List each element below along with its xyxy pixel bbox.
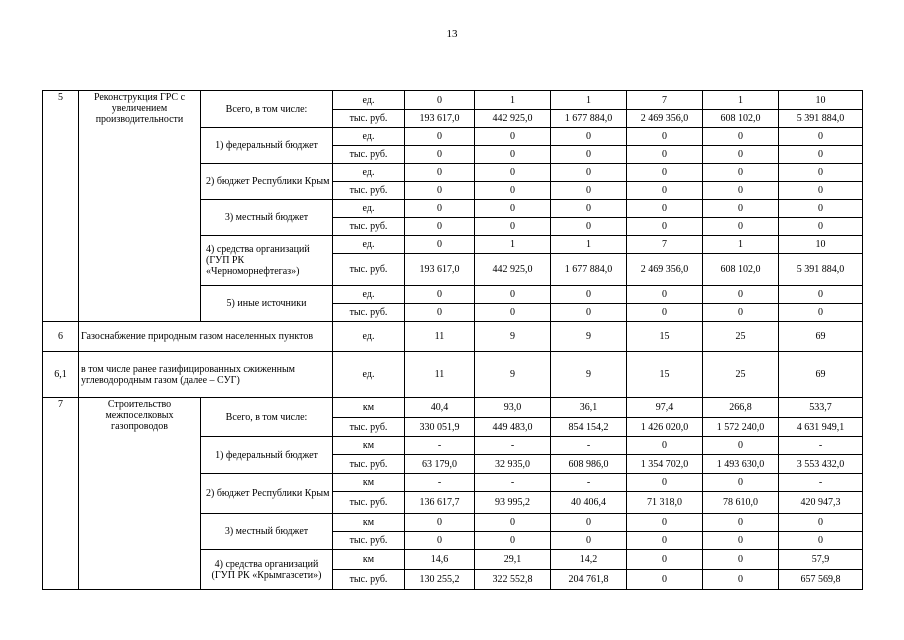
value-cell: 25 <box>703 322 779 352</box>
value-cell: 5 391 884,0 <box>779 254 863 286</box>
value-cell: 9 <box>551 322 627 352</box>
value-cell: 7 <box>627 91 703 110</box>
value-cell: 420 947,3 <box>779 492 863 514</box>
row-number: 6,1 <box>43 352 79 398</box>
value-cell: 533,7 <box>779 398 863 418</box>
unit-cell: тыс. руб. <box>333 110 405 128</box>
value-cell: 10 <box>779 236 863 254</box>
value-cell: 0 <box>627 570 703 590</box>
value-cell: 0 <box>475 146 551 164</box>
value-cell: 854 154,2 <box>551 418 627 437</box>
row-title: Реконструкция ГРС с увеличением производительности <box>79 91 201 322</box>
value-cell: 29,1 <box>475 550 551 570</box>
value-cell: 0 <box>475 218 551 236</box>
value-cell: 0 <box>475 286 551 304</box>
value-cell: 0 <box>703 164 779 182</box>
value-cell: 193 617,0 <box>405 110 475 128</box>
value-cell: 11 <box>405 352 475 398</box>
value-cell: 0 <box>779 304 863 322</box>
value-cell: 0 <box>627 304 703 322</box>
value-cell: 93 995,2 <box>475 492 551 514</box>
page-number: 13 <box>446 28 458 40</box>
value-cell: 0 <box>703 182 779 200</box>
value-cell: 1 677 884,0 <box>551 110 627 128</box>
row-number: 6 <box>43 322 79 352</box>
value-cell: 3 553 432,0 <box>779 455 863 474</box>
table-row <box>43 398 863 418</box>
value-cell: 0 <box>779 514 863 532</box>
value-cell: 1 493 630,0 <box>703 455 779 474</box>
value-cell: 0 <box>627 146 703 164</box>
value-cell: 0 <box>779 218 863 236</box>
value-cell: 0 <box>779 146 863 164</box>
value-cell: 15 <box>627 352 703 398</box>
row-title: Строительство межпоселковых газопроводов <box>79 398 201 590</box>
source-label: 4) средства организаций (ГУП РК «Черноморнефтегаз») <box>201 236 333 286</box>
source-label: 1) федеральный бюджет <box>201 128 333 164</box>
value-cell: 0 <box>551 304 627 322</box>
value-cell: 322 552,8 <box>475 570 551 590</box>
value-cell: 57,9 <box>779 550 863 570</box>
value-cell: 4 631 949,1 <box>779 418 863 437</box>
value-cell: 0 <box>405 532 475 550</box>
value-cell: 14,2 <box>551 550 627 570</box>
value-cell: 0 <box>475 304 551 322</box>
value-cell: 40,4 <box>405 398 475 418</box>
value-cell: 63 179,0 <box>405 455 475 474</box>
value-cell: 71 318,0 <box>627 492 703 514</box>
row-title: в том числе ранее газифицированных сжиженным углеводородным газом (далее – СУГ) <box>79 352 333 398</box>
value-cell: 0 <box>703 286 779 304</box>
value-cell: 0 <box>405 182 475 200</box>
value-cell: 1 354 702,0 <box>627 455 703 474</box>
value-cell: 0 <box>475 200 551 218</box>
value-cell: 0 <box>703 146 779 164</box>
value-cell: 0 <box>475 164 551 182</box>
value-cell: 266,8 <box>703 398 779 418</box>
value-cell: 0 <box>703 304 779 322</box>
value-cell: 0 <box>703 532 779 550</box>
unit-cell: км <box>333 474 405 492</box>
unit-cell: ед. <box>333 200 405 218</box>
value-cell: 0 <box>703 437 779 455</box>
value-cell: 0 <box>627 532 703 550</box>
source-label: 4) средства организаций (ГУП РК «Крымгазсети») <box>201 550 333 590</box>
value-cell: 10 <box>779 91 863 110</box>
value-cell: - <box>475 437 551 455</box>
value-cell: - <box>475 474 551 492</box>
value-cell: 0 <box>703 514 779 532</box>
value-cell: 2 469 356,0 <box>627 254 703 286</box>
unit-cell: ед. <box>333 164 405 182</box>
value-cell: 0 <box>703 570 779 590</box>
value-cell: 0 <box>475 514 551 532</box>
unit-cell: ед. <box>333 236 405 254</box>
value-cell: 9 <box>475 322 551 352</box>
value-cell: 0 <box>627 182 703 200</box>
value-cell: 442 925,0 <box>475 254 551 286</box>
unit-cell: тыс. руб. <box>333 182 405 200</box>
unit-cell: тыс. руб. <box>333 254 405 286</box>
value-cell: 69 <box>779 322 863 352</box>
source-label: 3) местный бюджет <box>201 514 333 550</box>
value-cell: 25 <box>703 352 779 398</box>
unit-cell: тыс. руб. <box>333 218 405 236</box>
value-cell: 1 426 020,0 <box>627 418 703 437</box>
value-cell: 0 <box>405 200 475 218</box>
unit-cell: ед. <box>333 128 405 146</box>
value-cell: 36,1 <box>551 398 627 418</box>
value-cell: 0 <box>703 218 779 236</box>
value-cell: - <box>405 437 475 455</box>
value-cell: 0 <box>779 164 863 182</box>
value-cell: 0 <box>405 286 475 304</box>
value-cell: 1 <box>703 91 779 110</box>
unit-cell: тыс. руб. <box>333 455 405 474</box>
value-cell: 0 <box>627 218 703 236</box>
value-cell: 40 406,4 <box>551 492 627 514</box>
value-cell: 0 <box>475 128 551 146</box>
row-number: 5 <box>43 91 79 322</box>
row-title: Газоснабжение природным газом населенных пунктов <box>79 322 333 352</box>
table-row <box>43 352 863 398</box>
value-cell: 0 <box>627 514 703 532</box>
unit-cell: тыс. руб. <box>333 570 405 590</box>
value-cell: 442 925,0 <box>475 110 551 128</box>
value-cell: 0 <box>551 286 627 304</box>
unit-cell: ед. <box>333 91 405 110</box>
row-number: 7 <box>43 398 79 590</box>
value-cell: 0 <box>627 200 703 218</box>
value-cell: 449 483,0 <box>475 418 551 437</box>
value-cell: 0 <box>779 532 863 550</box>
value-cell: 0 <box>405 236 475 254</box>
value-cell: 0 <box>627 286 703 304</box>
value-cell: 7 <box>627 236 703 254</box>
table-row <box>43 91 863 110</box>
value-cell: 0 <box>551 182 627 200</box>
value-cell: 608 102,0 <box>703 254 779 286</box>
value-cell: 1 <box>475 91 551 110</box>
value-cell: 0 <box>475 182 551 200</box>
value-cell: - <box>551 474 627 492</box>
value-cell: 0 <box>703 128 779 146</box>
value-cell: 0 <box>551 218 627 236</box>
unit-cell: тыс. руб. <box>333 492 405 514</box>
table-body <box>43 91 863 590</box>
value-cell: 1 <box>703 236 779 254</box>
unit-cell: тыс. руб. <box>333 146 405 164</box>
value-cell: 0 <box>779 200 863 218</box>
value-cell: - <box>551 437 627 455</box>
value-cell: 78 610,0 <box>703 492 779 514</box>
value-cell: 2 469 356,0 <box>627 110 703 128</box>
value-cell: 0 <box>551 514 627 532</box>
value-cell: 0 <box>703 200 779 218</box>
value-cell: 0 <box>405 304 475 322</box>
source-label: Всего, в том числе: <box>201 91 333 128</box>
unit-cell: км <box>333 437 405 455</box>
value-cell: 0 <box>405 164 475 182</box>
value-cell: 0 <box>405 128 475 146</box>
source-label: 2) бюджет Республики Крым <box>201 164 333 200</box>
value-cell: 330 051,9 <box>405 418 475 437</box>
value-cell: 1 <box>551 91 627 110</box>
value-cell: - <box>779 474 863 492</box>
value-cell: 0 <box>551 146 627 164</box>
value-cell: 608 986,0 <box>551 455 627 474</box>
value-cell: 0 <box>551 200 627 218</box>
value-cell: 0 <box>627 474 703 492</box>
unit-cell: тыс. руб. <box>333 418 405 437</box>
value-cell: 0 <box>551 532 627 550</box>
value-cell: 1 572 240,0 <box>703 418 779 437</box>
value-cell: 93,0 <box>475 398 551 418</box>
value-cell: 97,4 <box>627 398 703 418</box>
value-cell: 9 <box>551 352 627 398</box>
value-cell: 0 <box>551 128 627 146</box>
value-cell: 0 <box>779 128 863 146</box>
value-cell: 0 <box>779 182 863 200</box>
value-cell: 15 <box>627 322 703 352</box>
value-cell: 0 <box>405 146 475 164</box>
value-cell: 0 <box>627 437 703 455</box>
unit-cell: км <box>333 514 405 532</box>
value-cell: 0 <box>703 550 779 570</box>
unit-cell: ед. <box>333 286 405 304</box>
value-cell: 0 <box>405 514 475 532</box>
value-cell: 130 255,2 <box>405 570 475 590</box>
value-cell: 0 <box>475 532 551 550</box>
unit-cell: ед. <box>333 322 405 352</box>
value-cell: 0 <box>405 218 475 236</box>
value-cell: 32 935,0 <box>475 455 551 474</box>
value-cell: 9 <box>475 352 551 398</box>
value-cell: 136 617,7 <box>405 492 475 514</box>
value-cell: 657 569,8 <box>779 570 863 590</box>
source-label: 2) бюджет Республики Крым <box>201 474 333 514</box>
value-cell: 0 <box>627 128 703 146</box>
table-row <box>43 322 863 352</box>
unit-cell: тыс. руб. <box>333 304 405 322</box>
program-table <box>42 90 863 590</box>
source-label: 5) иные источники <box>201 286 333 322</box>
value-cell: 69 <box>779 352 863 398</box>
value-cell: 0 <box>405 91 475 110</box>
value-cell: 193 617,0 <box>405 254 475 286</box>
value-cell: 1 <box>551 236 627 254</box>
unit-cell: тыс. руб. <box>333 532 405 550</box>
value-cell: 5 391 884,0 <box>779 110 863 128</box>
value-cell: 608 102,0 <box>703 110 779 128</box>
value-cell: 0 <box>627 550 703 570</box>
value-cell: 0 <box>703 474 779 492</box>
value-cell: 14,6 <box>405 550 475 570</box>
unit-cell: км <box>333 550 405 570</box>
value-cell: - <box>779 437 863 455</box>
value-cell: - <box>405 474 475 492</box>
value-cell: 0 <box>779 286 863 304</box>
unit-cell: км <box>333 398 405 418</box>
source-label: 3) местный бюджет <box>201 200 333 236</box>
value-cell: 1 677 884,0 <box>551 254 627 286</box>
source-label: Всего, в том числе: <box>201 398 333 437</box>
value-cell: 11 <box>405 322 475 352</box>
value-cell: 1 <box>475 236 551 254</box>
value-cell: 204 761,8 <box>551 570 627 590</box>
unit-cell: ед. <box>333 352 405 398</box>
value-cell: 0 <box>551 164 627 182</box>
value-cell: 0 <box>627 164 703 182</box>
source-label: 1) федеральный бюджет <box>201 437 333 474</box>
